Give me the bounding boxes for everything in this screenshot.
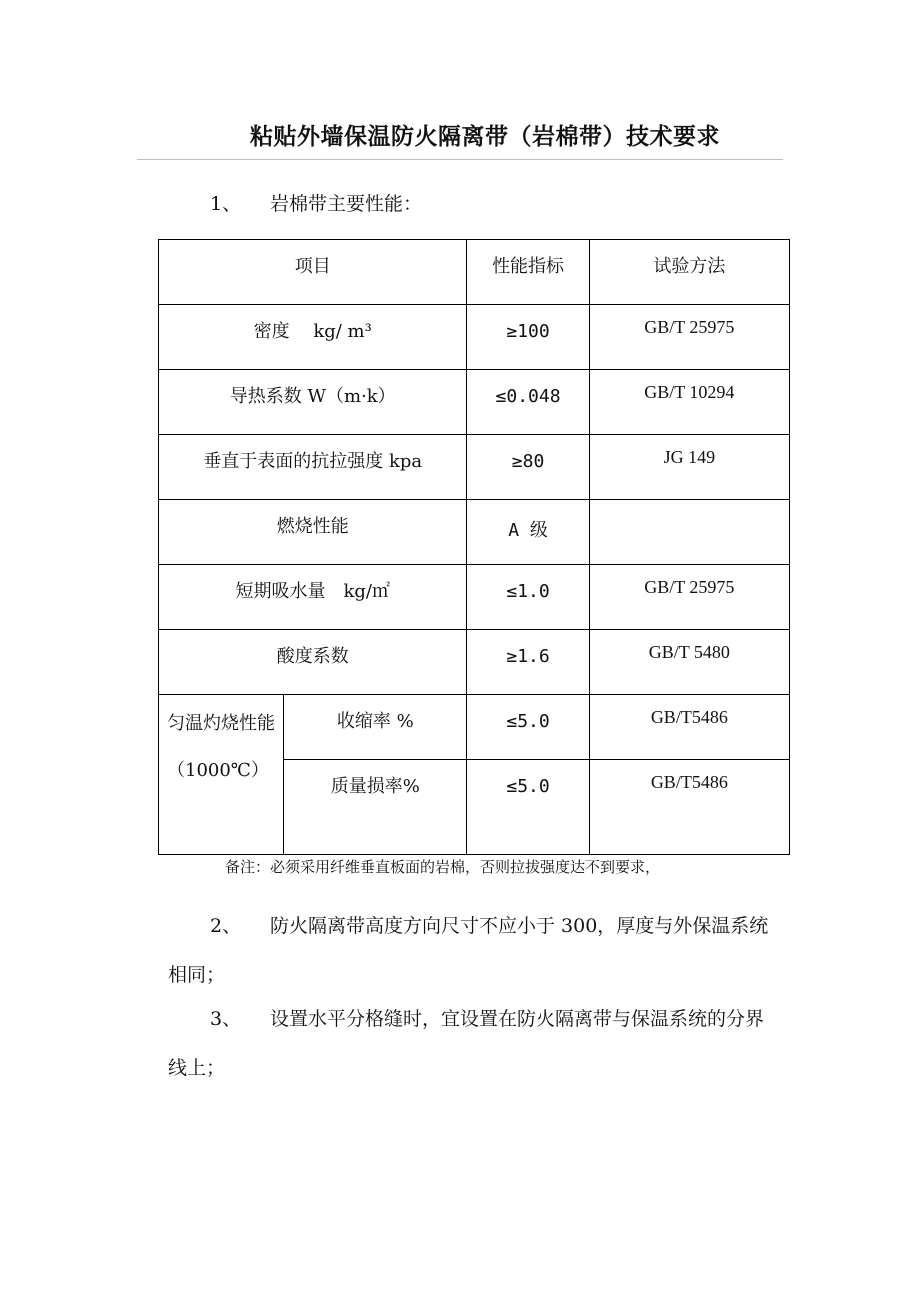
document-title: 粘贴外墙保温防火隔离带（岩棉带）技术要求 [250,123,720,150]
row-method: GB/T5486 [589,760,789,855]
performance-table [158,239,790,855]
row-value: A 级 [508,520,548,541]
row-method: GB/T 25975 [589,305,789,370]
header-value: 性能指标 [467,240,589,305]
section-2-number: 2、 [210,915,242,937]
table-row [159,695,790,760]
title-divider [137,159,783,160]
header-item: 项目 [159,240,467,305]
group-label: 匀温灼烧性能（1000℃） [159,695,284,855]
row-method: GB/T 5480 [589,630,789,695]
section-1-text: 岩棉带主要性能： [270,193,423,215]
section-2-text: 防火隔离带高度方向尺寸不应小于 300，厚度与外保温系统相同； [168,915,769,986]
section-3-text: 设置水平分格缝时，宜设置在防火隔离带与保温系统的分界线上； [168,1008,765,1079]
row-value: ≥100 [506,321,550,342]
row-value: ≥1.6 [506,646,550,667]
table-row [159,630,790,695]
row-method: GB/T 25975 [589,565,789,630]
row-value: ≥80 [511,451,545,472]
row-item: 垂直于表面的抗拉强度 kpa [159,435,467,500]
table-row [159,370,790,435]
row-value: ≤5.0 [506,776,550,797]
row-method: JG 149 [589,435,789,500]
row-method [589,500,789,565]
row-item: 导热系数 W（m·k） [159,370,467,435]
section-3-number: 3、 [210,1008,242,1030]
table-row [159,305,790,370]
table-row [159,435,790,500]
table-header-row [159,240,790,305]
row-item: 收缩率 % [284,695,467,760]
row-method: GB/T 10294 [589,370,789,435]
row-item: 质量损率% [284,760,467,855]
row-value: ≤5.0 [506,711,550,732]
row-method: GB/T5486 [589,695,789,760]
section-1-number: 1、 [210,193,242,215]
row-item: 短期吸水量 kg/㎡ [159,565,467,630]
row-item: 燃烧性能 [159,500,467,565]
row-item: 酸度系数 [159,630,467,695]
section-2 [168,902,778,1000]
row-value: ≤0.048 [495,386,561,407]
table-row [159,500,790,565]
table-note: 备注：必须采用纤维垂直板面的岩棉，否则拉拔强度达不到要求， [225,858,661,876]
row-item: 密度 kg/ m³ [159,305,467,370]
section-1 [210,186,422,222]
row-value: ≤1.0 [506,581,550,602]
section-3 [168,995,778,1093]
table-row [159,565,790,630]
header-method: 试验方法 [589,240,789,305]
